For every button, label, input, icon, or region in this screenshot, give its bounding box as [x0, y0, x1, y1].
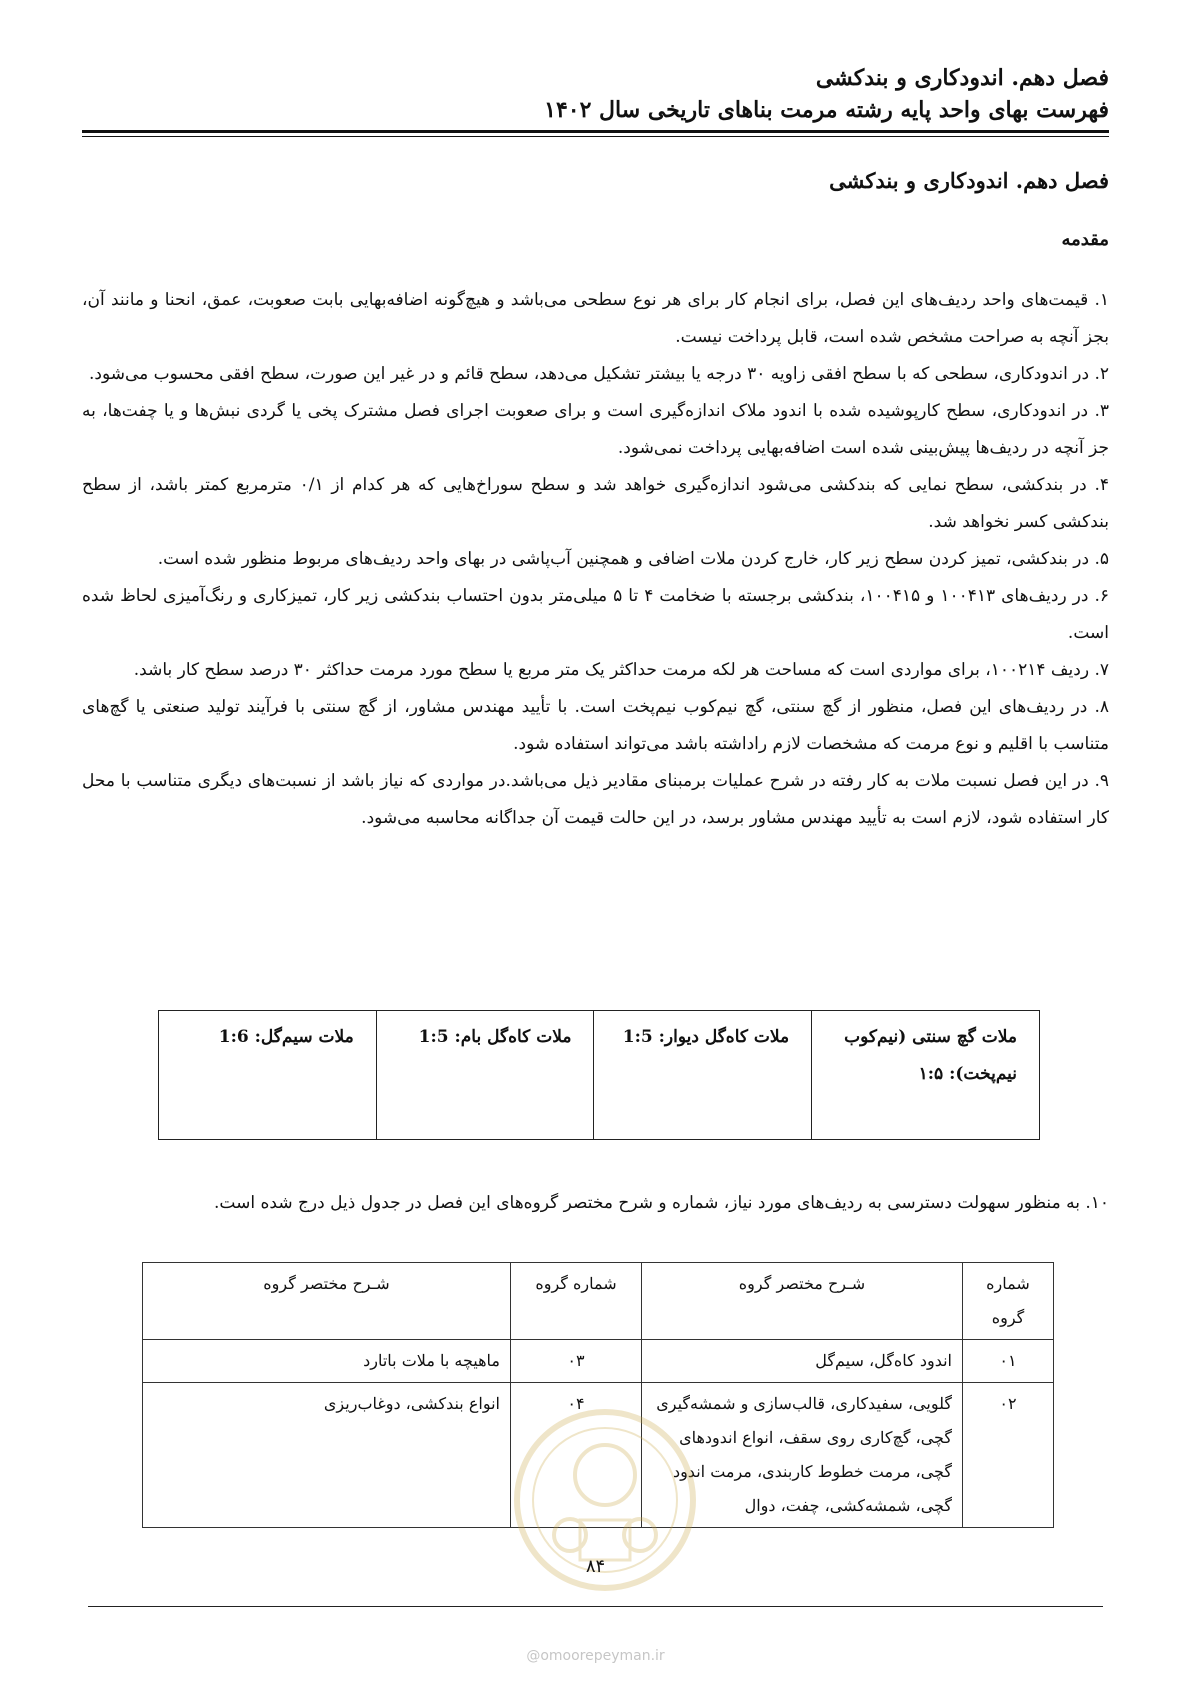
- table-header-cell: شماره گروه: [511, 1263, 642, 1340]
- table-cell: ۰۲: [963, 1383, 1054, 1528]
- page-number: ۸۴: [585, 1556, 606, 1577]
- ratio-cell: ملات سیم‌گل: 1:6: [159, 1011, 377, 1140]
- paragraph-2: ۲. در اندودکاری، سطحی که با سطح افقی زاویه ۳۰ درجه یا بیشتر تشکیل می‌دهد، سطح قائم و در غیر این صورت، سطح افقی محسوب می‌شود.: [88, 364, 1109, 384]
- intro-paragraphs: [82, 282, 1109, 837]
- paragraph-7: ۷. ردیف ۱۰۰۲۱۴، برای مواردی است که مساحت هر لکه مرمت حداکثر یک متر مربع یا سطح مورد مرمت حداکثر ۳۰ درصد سطح کار باشد.: [133, 660, 1109, 680]
- paragraph-6: ۶. در ردیف‌های ۱۰۰۴۱۳ و ۱۰۰۴۱۵، بندکشی برجسته با ضخامت ۴ تا ۵ میلی‌متر بدون احتساب بندکشی زیر کار، تمیزکاری و رنگ‌آمیزی لحاظ شده است.: [82, 586, 1109, 643]
- intro-heading: مقدمه: [1061, 229, 1109, 250]
- website-watermark: @omoorepeyman.ir: [526, 1648, 665, 1664]
- paragraph-4: ۴. در بندکشی، سطح نمایی که بندکشی می‌شود اندازه‌گیری خواهد شد و سطح سوراخ‌هایی که هر کدام از ۰/۱ مترمربع کمتر باشد، از سطح بندکشی کسر نخواهد شد.: [82, 475, 1110, 532]
- table-header-cell: شـرح مختصر گروه: [642, 1263, 963, 1340]
- table-cell: ماهیچه با ملات باتارد: [143, 1340, 511, 1383]
- paragraph-9: ۹. در این فصل نسبت ملات به کار رفته در شرح عملیات برمبنای مقادیر ذیل می‌باشد.در مواردی که نیاز باشد از نسبت‌های دیگری متناسب با محل کار استفاده شود، لازم است به تأیید مهندس مشاور برسد، در این حالت قیمت آن جداگانه محاسبه می‌شود.: [82, 771, 1109, 828]
- page-header: [79, 62, 1109, 126]
- table-cell: ۰۳: [511, 1340, 642, 1383]
- ratio-cell: ملات کاه‌گل دیوار: 1:5: [594, 1011, 812, 1140]
- header-rule-thin: [82, 136, 1109, 137]
- paragraph-8: ۸. در ردیف‌های این فصل، منظور از گچ سنتی، گچ نیم‌کوب نیم‌پخت است. با تأیید مهندس مشاور، از گچ سنتی با فرآیند تولید صنعتی یا گچ‌های متناسب با اقلیم و نوع مرمت که مشخصات لازم راداشته باشد می‌تواند استفاده شود.: [82, 697, 1109, 754]
- chapter-title: فصل دهم. اندودکاری و بندکشی: [829, 168, 1109, 193]
- ratio-cell: ملات کاه‌گل بام: 1:5: [376, 1011, 594, 1140]
- table-cell: ۰۴: [511, 1383, 642, 1528]
- mortar-ratio-table: [158, 1010, 1040, 1140]
- paragraph-3: ۳. در اندودکاری، سطح کارپوشیده شده با اندود ملاک اندازه‌گیری است و برای صعوبت اجرای فصل مشترک پخی یا گردی نبش‌ها و یا چفت‌ها، به جز آنچه در ردیف‌ها پیش‌بینی شده است اضافه‌بهایی پرداخت نمی‌شود.: [82, 401, 1109, 458]
- header-catalog-title: فهرست بهای واحد پایه رشته مرمت بناهای تاریخی سال ۱۴۰۲: [544, 97, 1109, 123]
- ratio-cell: ملات گچ سنتی (نیم‌کوب نیم‌پخت): ۱:۵: [812, 1011, 1040, 1140]
- paragraph-5: ۵. در بندکشی، تمیز کردن سطح زیر کار، خارج کردن ملات اضافی و همچنین آب‌پاشی در بهای واحد ردیف‌های مربوط منظور شده است.: [157, 549, 1109, 569]
- table-header-cell: شماره گروه: [963, 1263, 1054, 1340]
- header-chapter: فصل دهم. اندودکاری و بندکشی: [815, 65, 1109, 91]
- table-cell: انواع بندکشی، دوغاب‌ریزی: [143, 1383, 511, 1528]
- paragraph-10: ۱۰. به منظور سهولت دسترسی به ردیف‌های مورد نیاز، شماره و شرح مختصر گروه‌های این فصل در جدول ذیل درج شده است.: [214, 1193, 1109, 1213]
- table-cell: ۰۱: [963, 1340, 1054, 1383]
- header-rule-thick: [82, 130, 1109, 133]
- table-header-cell: شـرح مختصر گروه: [143, 1263, 511, 1340]
- footer-rule: [88, 1606, 1103, 1607]
- table-row: [143, 1340, 1054, 1383]
- table-cell: اندود کاه‌گل، سیم‌گل: [642, 1340, 963, 1383]
- table-cell: گلویی، سفیدکاری، قالب‌سازی و شمشه‌گیری گچی، گچ‌کاری روی سقف، انواع اندودهای گچی، مرمت خطوط کاربندی، مرمت اندود گچی، شمشه‌کشی، چفت، دوال: [642, 1383, 963, 1528]
- paragraph-1: ۱. قیمت‌های واحد ردیف‌های این فصل، برای انجام کار برای هر نوع سطحی می‌باشد و هیچ‌گونه اضافه‌بهایی بابت صعوبت، عمق، انحنا و مانند آن، بجز آنچه به صراحت مشخص شده است، قابل پرداخت نیست.: [82, 290, 1109, 347]
- table-header-row: [143, 1263, 1054, 1340]
